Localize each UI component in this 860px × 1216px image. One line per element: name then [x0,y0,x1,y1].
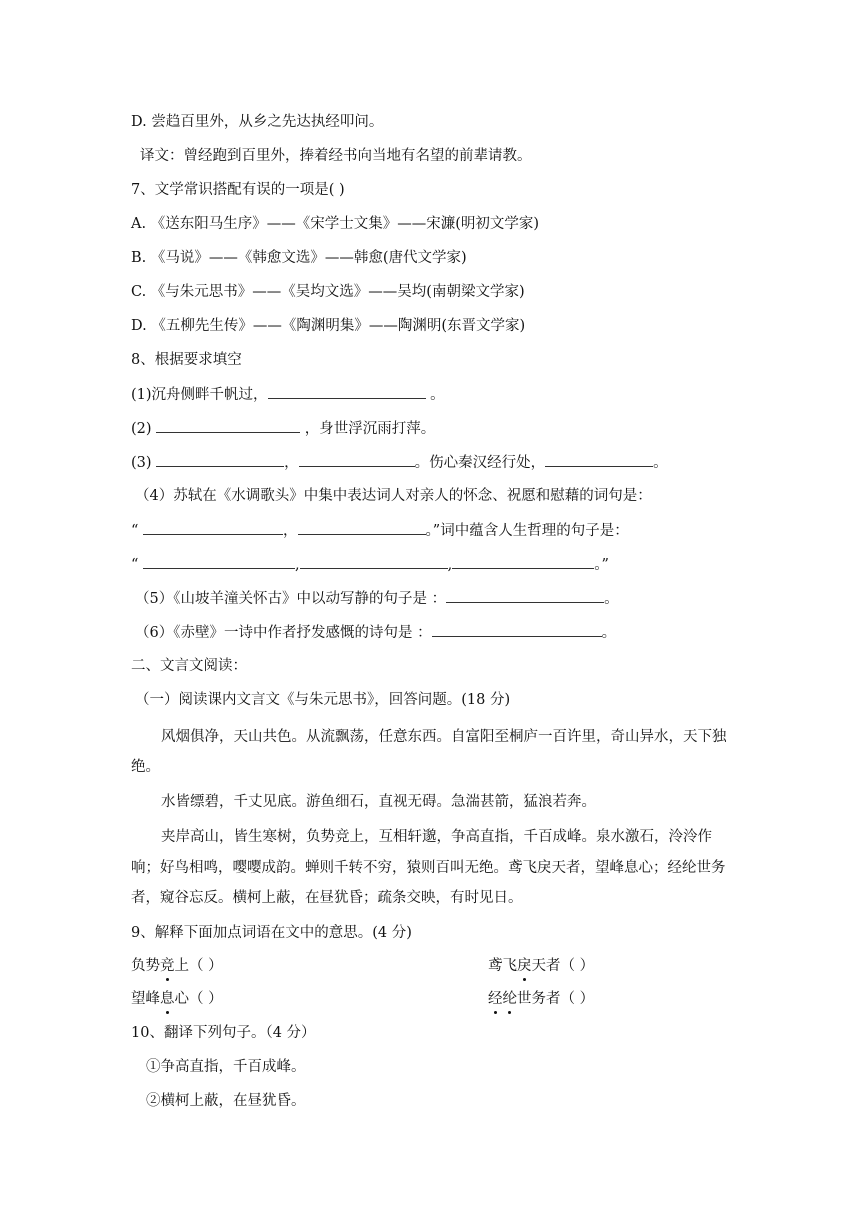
fill-3-sep: ， [284,455,299,471]
fill-4b-blank-1[interactable] [143,554,295,569]
q9b [488,956,594,976]
fill-4b-end: 。” [594,557,609,573]
q9b-post[interactable]: 天者（ ） [531,958,595,974]
question-8: 8、根据要求填空 [131,352,242,368]
fill-3-num: (3) [131,455,157,471]
q9c-dotted-word: 息 [160,991,175,1007]
fill-4-line-2 [131,554,760,575]
fill-5 [135,588,760,609]
q9a-post[interactable]: 上（ ） [174,958,223,974]
question-7-option-d: D. 《五柳先生传》——《陶渊明集》——陶渊明(东晋文学家) [131,318,526,334]
fill-2-num: (2) [131,421,157,437]
fill-2-blank[interactable] [156,418,300,433]
subsection-1-heading: （一）阅读课内文言文《与朱元思书》，回答问题。(18 分) [135,692,511,708]
fill-1-blank[interactable] [268,384,426,399]
passage-paragraph-1: 风烟俱净，天山共色。从流飘荡，任意东西。自富阳至桐庐一百许里，奇山异水，天下独绝。 [131,729,727,775]
fill-2-text: ，身世浮沉雨打萍。 [300,421,436,437]
fill-4-sep: ， [283,523,298,539]
fill-4-line-1 [131,520,760,541]
q9a-dotted-word: 竞 [160,958,175,974]
fill-4-blank-2[interactable] [298,520,426,535]
fill-6-end: 。 [601,625,617,641]
fill-5-blank[interactable] [446,588,604,603]
q9d-post[interactable]: 世务者（ ） [517,991,595,1007]
fill-4-open-quote: “ [131,523,144,539]
passage-paragraph-3: 夹岸高山，皆生寒树，负势竞上，互相轩邈，争高直指，千百成峰。泉水激石，泠泠作响；好鸟相鸣，嘤嘤成韵。蝉则千转不穷，猿则百叫无绝。鸢飞戾天者，望峰息心；经纶世务者，窥谷忘反。横柯上蔽，在昼犹昏；疏条交映，有时见日。 [131,829,726,906]
q9d-dotted-word-1: 经 [488,991,503,1007]
fill-3-blank-2[interactable] [299,452,415,467]
fill-6 [135,622,760,643]
fill-4-prompt: （4）苏轼在《水调歌头》中集中表达词人对亲人的怀念、祝愿和慰藉的词句是： [135,488,652,504]
q9c-post[interactable]: 心（ ） [174,991,223,1007]
fill-4b-blank-2[interactable] [300,554,448,569]
fill-5-text: （5）《山坡羊潼关怀古》中以动写静的句子是 ： [135,591,447,607]
fill-3-end: 。 [653,455,668,471]
fill-2 [131,418,760,439]
fill-3-blank-1[interactable] [156,452,284,467]
q9b-dotted-word: 戾 [517,958,532,974]
question-7-option-b: B. 《马说》——《韩愈文选》——韩愈(唐代文学家) [131,250,467,266]
fill-4b-sep-1: , [295,557,300,573]
q9c-pre: 望峰 [131,991,160,1007]
fill-4b-blank-3[interactable] [452,554,594,569]
fill-5-end: 。 [604,591,619,607]
q9d-dotted-word-2: 纶 [502,991,517,1007]
fill-6-blank[interactable] [432,622,602,637]
option-d: D. 尝趋百里外，从乡之先达执经叩问。 [131,114,384,130]
question-7-option-c: C. 《与朱元思书》——《吴均文选》——吴均(南朝梁文学家) [131,284,525,300]
translation-line: 译文：曾经跑到百里外，捧着经书向当地有名望的前辈请教。 [140,148,532,164]
fill-4-blank-1[interactable] [143,520,283,535]
q9a-pre: 负势 [131,958,160,974]
fill-6-text: （6）《赤壁》一诗中作者抒发感慨的诗句是 ： [135,625,432,641]
q9b-pre: 鸢飞 [488,958,517,974]
question-7: 7、文学常识搭配有误的一项是( ) [131,182,345,198]
q9d [488,989,594,1009]
fill-3 [131,452,760,473]
fill-4-text: 。”词中蕴含人生哲理的句子是： [425,523,629,539]
question-9-row-1 [131,956,760,976]
fill-1 [131,384,760,405]
fill-4b-open-quote: “ [131,557,144,573]
question-9: 9、解释下面加点词语在文中的意思。(4 分) [131,925,412,941]
fill-4b-sep-2: , [447,557,453,573]
question-9-row-2 [131,989,760,1009]
fill-1-end: 。 [425,387,445,403]
question-10-sentence-1: ①争高直指，千百成峰。 [146,1059,306,1075]
passage-paragraph-2: 水皆缥碧，千丈见底。游鱼细石，直视无碍。急湍甚箭，猛浪若奔。 [161,794,596,810]
section-2-heading: 二、文言文阅读： [131,658,247,674]
question-7-option-a: A. 《送东阳马生序》——《宋学士文集》——宋濂(明初文学家) [131,216,540,232]
fill-3-blank-3[interactable] [545,452,653,467]
fill-3-text: 。伤心秦汉经行处， [414,455,546,471]
question-10: 10、翻译下列句子。（4 分） [131,1025,316,1041]
question-10-sentence-2: ②横柯上蔽，在昼犹昏。 [146,1093,306,1109]
fill-1-text: (1)沉舟侧畔千帆过， [131,387,268,403]
